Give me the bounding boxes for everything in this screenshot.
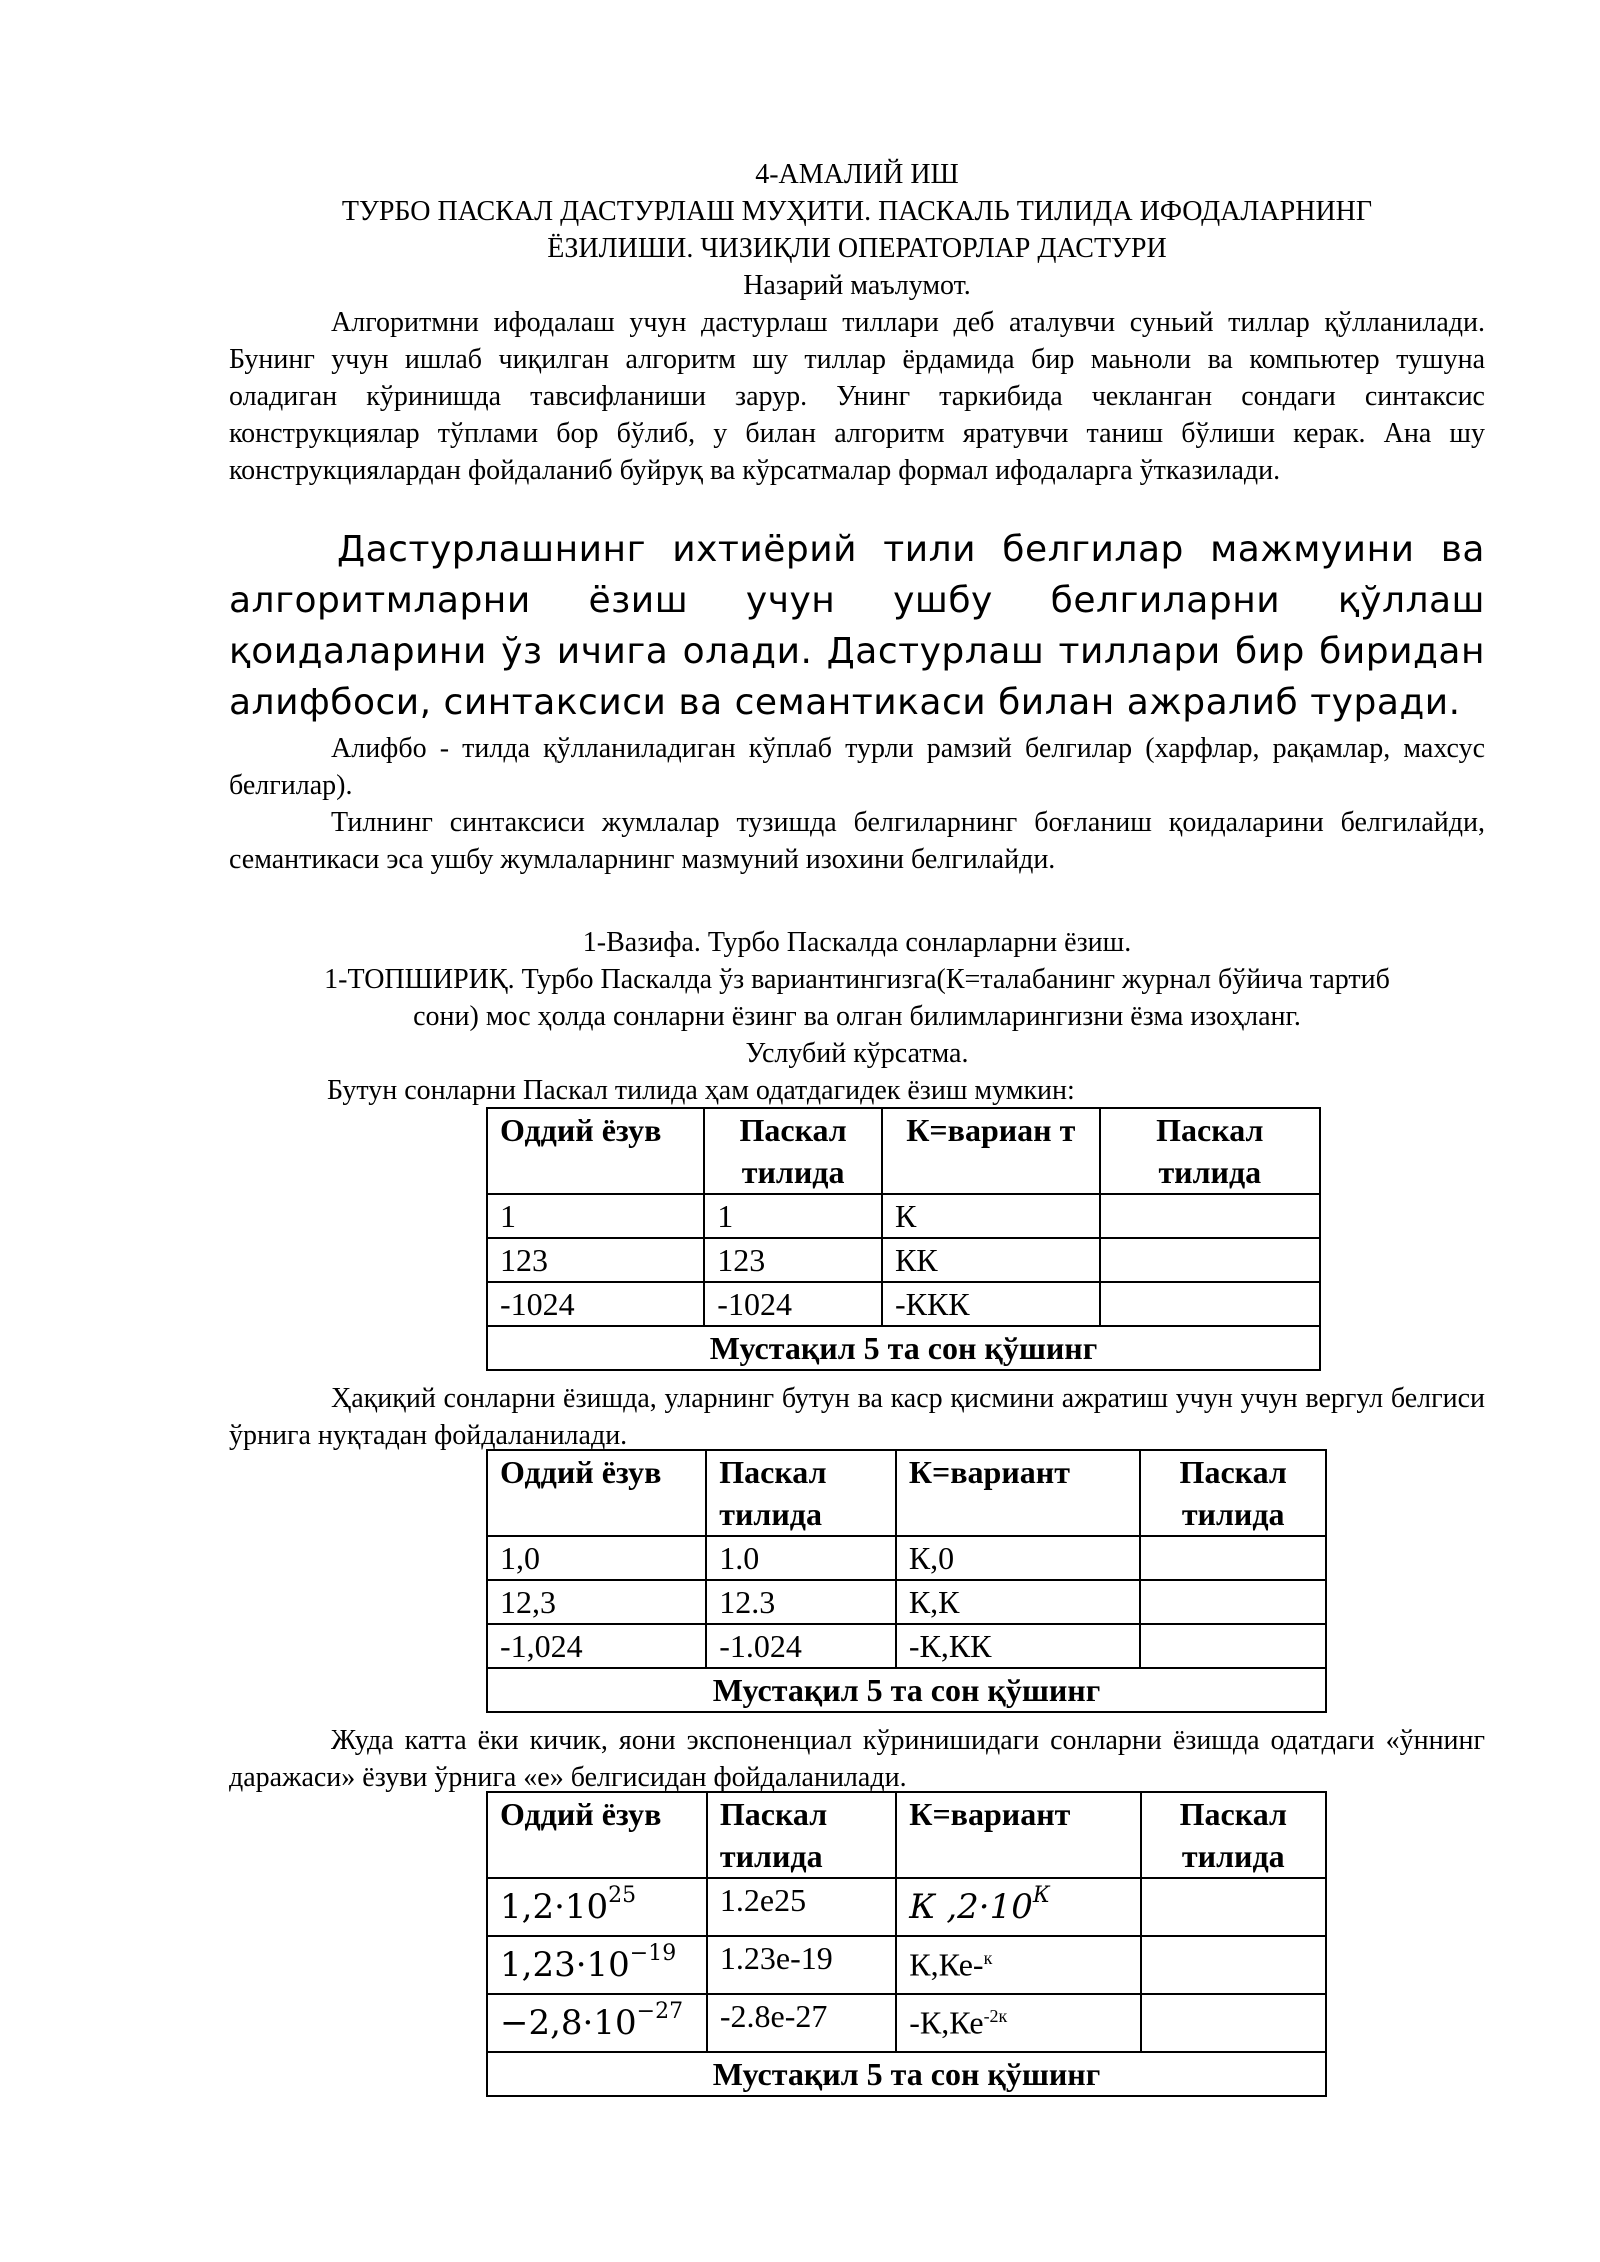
header-cell: Паскал тилида: [704, 1108, 882, 1194]
integers-intro: Бутун сонларни Паскал тилида ҳам одатдагидек ёзиш мумкин:: [327, 1075, 1075, 1106]
table-cell: -ККК: [882, 1282, 1100, 1326]
table-row: [487, 1282, 1320, 1326]
table-cell: [1140, 1624, 1326, 1668]
table-cell: К,Ке-$^к$: [896, 1936, 1140, 1994]
header-cell: Паскал тилида: [1141, 1792, 1326, 1878]
header-cell: Оддий ёзув: [487, 1450, 706, 1536]
real-numbers-intro: Ҳақиқий сонларни ёзишда, уларнинг бутун ва каср қисмини ажратиш учун учун вергул белгиси ўрнига нуқтадан фойдаланилади.: [229, 1383, 1485, 1451]
table-cell: [1141, 1994, 1326, 2052]
table-cell: 1,0: [487, 1536, 706, 1580]
formula: $1,23\cdot 10^{-19}$: [500, 1941, 677, 1986]
table-cell: -1.024: [706, 1624, 896, 1668]
table-cell: -1,024: [487, 1624, 706, 1668]
integers-table: [486, 1107, 1321, 1371]
table-cell: [487, 1994, 707, 2052]
table-footer-row: [487, 1326, 1320, 1370]
table-footer-row: [487, 2052, 1326, 2096]
table-header-row: [487, 1108, 1320, 1194]
table-header-row: [487, 1792, 1326, 1878]
method-heading: Услубий кўрсатма.: [745, 1038, 969, 1069]
table-cell: [1100, 1194, 1320, 1238]
table-cell: [487, 1878, 707, 1936]
table-cell: 12,3: [487, 1580, 706, 1624]
document-title-line-2: ЁЗИЛИШИ. ЧИЗИҚЛИ ОПЕРАТОРЛАР ДАСТУРИ: [547, 233, 1167, 264]
formula: $1,2\cdot 10^{25}$: [500, 1883, 637, 1928]
theory-heading: Назарий маълумот.: [743, 270, 971, 301]
add-five-numbers-note: Мустақил 5 та сон қўшинг: [487, 1668, 1326, 1712]
formula: $-2,8\cdot 10^{-27}$: [500, 1999, 684, 2044]
table-cell: [1100, 1238, 1320, 1282]
paragraph-syntax-semantics: Тилнинг синтаксиси жумлалар тузишда белгиларнинг боғланиш қоидаларини белгилайди, семантикаси эса ушбу жумлаларнинг мазмуний изохини белгилайди.: [229, 807, 1485, 875]
table-footer-row: [487, 1668, 1326, 1712]
table-cell: 1: [704, 1194, 882, 1238]
table-cell: -2.8e-27: [707, 1994, 896, 2052]
table-cell: К,0: [896, 1536, 1141, 1580]
table-row: [487, 1580, 1326, 1624]
paragraph-alphabet: Алифбо - тилда қўлланиладиган кўплаб турли рамзий белгилар (харфлар, рақамлар, махсус белгилар).: [229, 733, 1485, 801]
table-cell: 1.23e-19: [707, 1936, 896, 1994]
header-cell: К=вариант: [896, 1450, 1141, 1536]
table-cell: -1024: [487, 1282, 704, 1326]
header-cell: Паскал тилида: [1140, 1450, 1326, 1536]
paragraph-programming-language: Дастурлашнинг ихтиёрий тили белгилар мажмуини ва алгоритмларни ёзиш учун ушбу белгиларни қўллаш қоидаларини ўз ичига олади. Дастурлаш тиллари бир биридан алифбоси, синтаксиси ва семантикаси билан ажралиб туради.: [229, 529, 1485, 723]
table-row: [487, 1994, 1326, 2052]
document-title-line-1: ТУРБО ПАСКАЛ ДАСТУРЛАШ МУҲИТИ. ПАСКАЛЬ ТИЛИДА ИФОДАЛАРНИНГ: [341, 196, 1373, 227]
formula: К $,2\cdot 10^К$: [909, 1883, 1050, 1928]
task-title: 1-Вазифа. Турбо Паскалда сонларларни ёзиш.: [582, 927, 1132, 958]
header-cell: Паскал тилида: [706, 1450, 896, 1536]
header-cell: Паскал тилида: [1100, 1108, 1320, 1194]
table-cell: 12.3: [706, 1580, 896, 1624]
table-cell: [487, 1936, 707, 1994]
table-cell: [1140, 1536, 1326, 1580]
table-cell: К,К: [896, 1580, 1141, 1624]
table-row: [487, 1936, 1326, 1994]
table-row: [487, 1194, 1320, 1238]
real-numbers-table: [486, 1449, 1327, 1713]
task-block: [229, 924, 1485, 1072]
table-row: [487, 1624, 1326, 1668]
assignment-line-2: сони) мос ҳолда сонларни ёзинг ва олган билимларингизни ёзма изоҳланг.: [413, 1001, 1301, 1032]
table-cell: 1: [487, 1194, 704, 1238]
document-header: [229, 156, 1485, 304]
header-cell: Паскал тилида: [707, 1792, 896, 1878]
header-cell: К=вариант: [896, 1792, 1140, 1878]
header-cell: Оддий ёзув: [487, 1108, 704, 1194]
add-five-numbers-note: Мустақил 5 та сон қўшинг: [487, 2052, 1326, 2096]
header-cell: Оддий ёзув: [487, 1792, 707, 1878]
table-cell: -К,КК: [896, 1624, 1141, 1668]
table-cell: $-К,Ке^{-2к}$: [896, 1994, 1140, 2052]
exponential-intro: Жуда катта ёки кичик, яони экспоненциал кўринишидаги сонларни ёзишда одатдаги «ўннинг даражаси» ёзуви ўрнига «е» белгисидан фойдаланилади.: [229, 1725, 1485, 1793]
table-cell: [1100, 1282, 1320, 1326]
add-five-numbers-note: Мустақил 5 та сон қўшинг: [487, 1326, 1320, 1370]
table-row: [487, 1878, 1326, 1936]
table-row: [487, 1238, 1320, 1282]
header-cell: К=вариан т: [882, 1108, 1100, 1194]
table-cell: [896, 1878, 1140, 1936]
paragraph-algorithm-languages: Алгоритмни ифодалаш учун дастурлаш тиллари деб аталувчи суньий тиллар қўлланилади. Бунинг учун ишлаб чиқилган алгоритм шу тиллар ёрдамида бир маьноли ва компьютер тушуна оладиган кўринишда тавсифланиши зарур. Унинг таркибида чекланган сондаги синтаксис конструкциялар тўплами бор бўлиб, у билан алгоритм яратувчи таниш бўлиши керак. Ана шу конструкциялардан фойдаланиб буйруқ ва кўрсатмалар формал ифодаларга ўтказилади.: [229, 307, 1485, 486]
assignment-line-1: 1-ТОПШИРИҚ. Турбо Паскалда ўз вариантингизга(К=талабанинг журнал бўйича тартиб: [324, 964, 1390, 995]
table-cell: КК: [882, 1238, 1100, 1282]
table-cell: 1.2e25: [707, 1878, 896, 1936]
table-cell: 1.0: [706, 1536, 896, 1580]
table-row: [487, 1536, 1326, 1580]
practical-work-number: 4-АМАЛИЙ ИШ: [755, 159, 959, 190]
table-cell: 123: [487, 1238, 704, 1282]
table-cell: [1140, 1580, 1326, 1624]
table-cell: [1141, 1936, 1326, 1994]
exponential-numbers-table: [486, 1791, 1327, 2097]
table-cell: -1024: [704, 1282, 882, 1326]
table-cell: 123: [704, 1238, 882, 1282]
table-header-row: [487, 1450, 1326, 1536]
table-cell: [1141, 1878, 1326, 1936]
table-cell: К: [882, 1194, 1100, 1238]
